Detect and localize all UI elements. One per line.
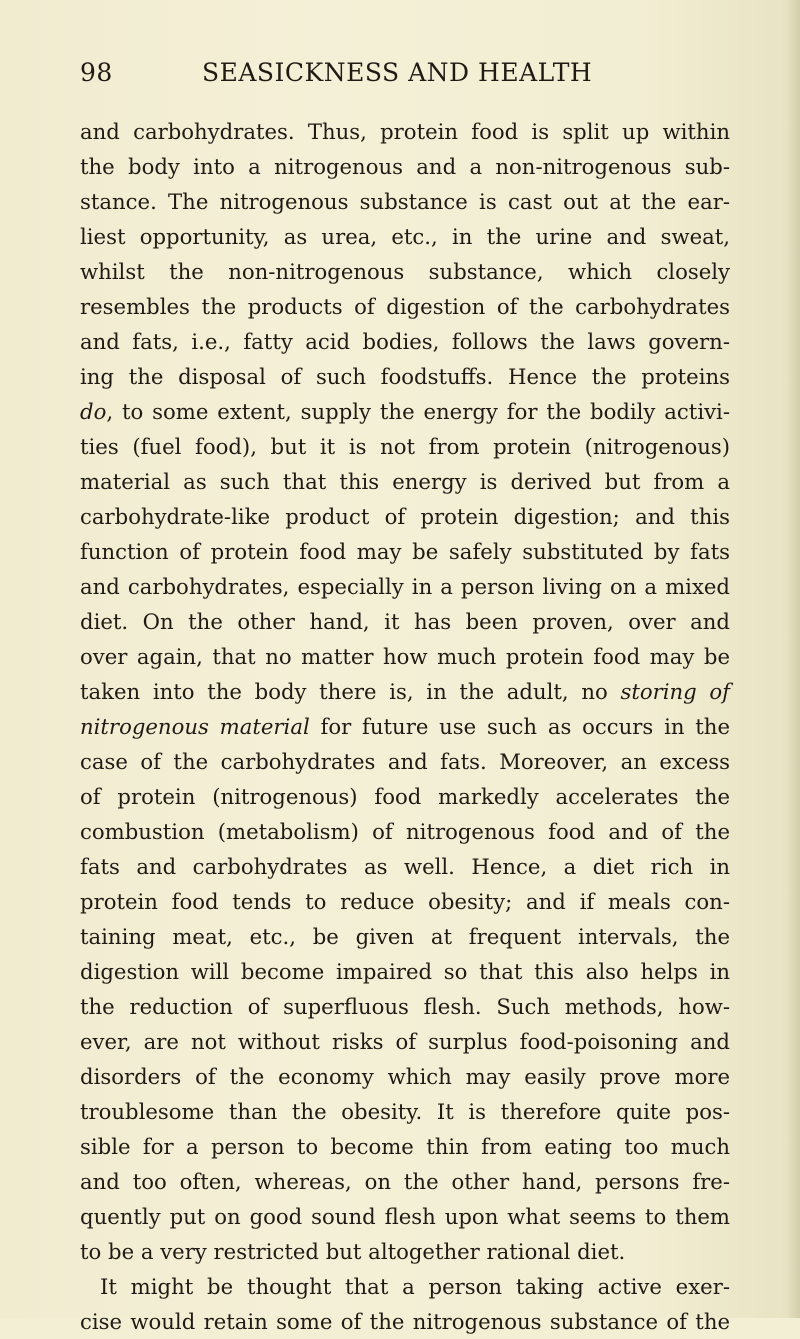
text-line: stance. The nitrogenous substance is cast out at the ear- [80,189,730,214]
page-header [80,58,726,98]
text-line: and carbohydrates, especially in a person living on a mixed [80,574,730,599]
text-line: ties (fuel food), but it is not from protein (nitrogenous) [80,434,730,459]
text-line: function of protein food may be safely substituted by fats [80,539,730,564]
text-line: disorders of the economy which may easily prove more [80,1064,730,1089]
text-line [80,674,730,709]
text-line: protein food tends to reduce obesity; and if meals con- [80,889,730,914]
text-line: the reduction of superfluous flesh. Such methods, how- [80,994,730,1019]
text-line: It might be thought that a person taking active exer- [100,1274,730,1299]
text-line: ever, are not without risks of surplus food-poisoning and [80,1029,730,1054]
text-line: whilst the non-nitrogenous substance, which closely [80,259,730,284]
text-line: sible for a person to become thin from eating too much [80,1134,730,1159]
text-line [80,394,730,429]
text-line: troublesome than the obesity. It is therefore quite pos- [80,1099,730,1124]
text-line: case of the carbohydrates and fats. Moreover, an excess [80,749,730,774]
text-line: and fats, i.e., fatty acid bodies, follows the laws govern- [80,329,730,354]
italic-emphasis: storing of [620,679,730,704]
italic-emphasis: nitrogenous material [80,714,310,739]
text-line: diet. On the other hand, it has been proven, over and [80,609,730,634]
body-text [80,114,730,1339]
text-line: the body into a nitrogenous and a non-nitrogenous sub- [80,154,730,179]
text-line: combustion (metabolism) of nitrogenous food and of the [80,819,730,844]
text-line: material as such that this energy is derived but from a [80,469,730,494]
text-segment: taken into the body there is, in the adult, no [80,679,621,704]
text-line: quently put on good sound flesh upon what seems to them [80,1204,730,1229]
text-line: cise would retain some of the nitrogenous substance of the [80,1309,730,1334]
text-line: taining meat, etc., be given at frequent intervals, the [80,924,730,949]
italic-emphasis: do [80,399,107,424]
text-segment: for future use such as occurs in the [309,714,730,739]
text-line [80,709,730,744]
text-line: resembles the products of digestion of the carbohydrates [80,294,730,319]
text-line: liest opportunity, as urea, etc., in the urine and sweat, [80,224,730,249]
text-line: carbohydrate-like product of protein digestion; and this [80,504,730,529]
text-line: over again, that no matter how much protein food may be [80,644,730,669]
page-number: 98 [80,58,113,87]
text-line: fats and carbohydrates as well. Hence, a diet rich in [80,854,730,879]
text-line: to be a very restricted but altogether rational diet. [80,1239,626,1264]
text-line: and too often, whereas, on the other hand, persons fre- [80,1169,730,1194]
text-segment: , to some extent, supply the energy for the bodily activi- [106,399,730,424]
text-line: and carbohydrates. Thus, protein food is split up within [80,119,730,144]
text-line: of protein (nitrogenous) food markedly accelerates the [80,784,730,809]
page-edge-shadow [786,0,800,1318]
running-title: SEASICKNESS AND HEALTH [202,58,593,87]
text-line: digestion will become impaired so that this also helps in [80,959,730,984]
text-line: ing the disposal of such foodstuffs. Hence the proteins [80,364,730,389]
